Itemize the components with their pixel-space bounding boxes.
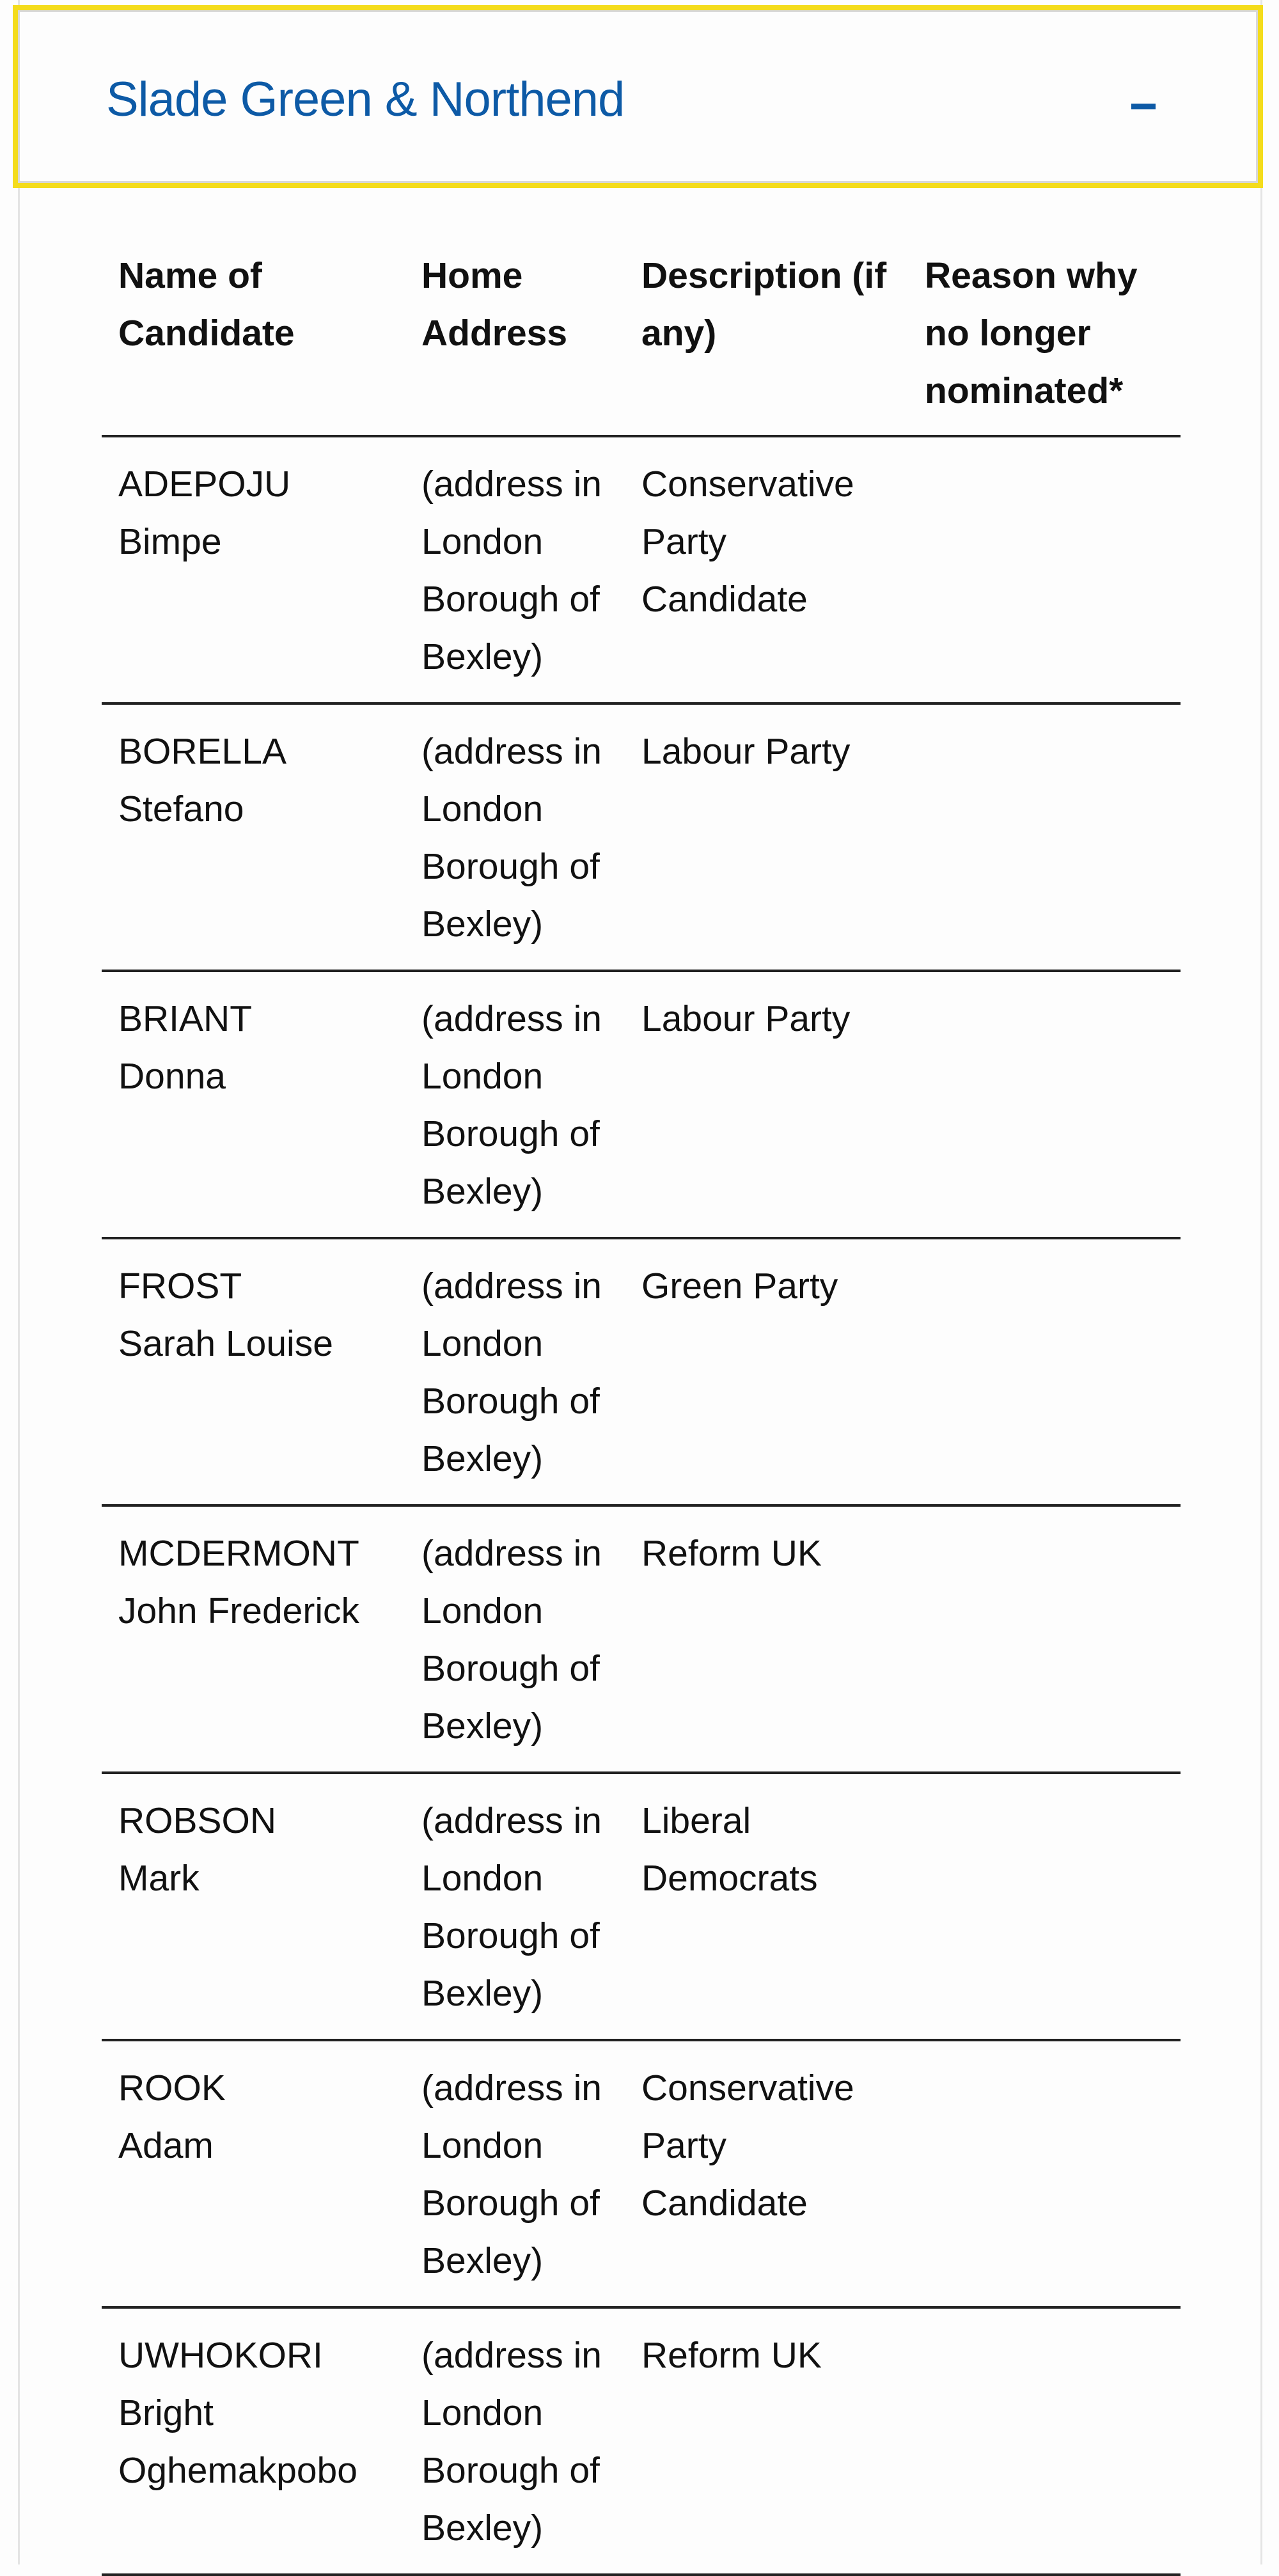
candidate-description: Green Party [625,1238,908,1505]
candidate-surname: BORELLA [118,731,286,772]
candidate-description: Liberal Democrats [625,1773,908,2040]
candidate-surname: UWHOKORI [118,2335,323,2376]
table-row [102,971,1181,1238]
candidate-forenames: Bright Oghemakpobo [118,2392,357,2491]
candidate-name [102,436,405,703]
candidate-forenames: Bimpe [118,521,222,562]
candidate-name [102,1505,405,1773]
table-row [102,2040,1181,2307]
candidate-description: Conservative Party Candidate [625,436,908,703]
candidate-surname: FROST [118,1266,242,1307]
candidate-forenames: John Frederick [118,1590,359,1631]
candidate-reason [908,1505,1181,1773]
candidate-address: (address in London Borough of Bexley) [405,703,625,971]
candidate-reason [908,1238,1181,1505]
candidate-reason [908,1773,1181,2040]
table-row [102,1505,1181,1773]
candidate-reason [908,2040,1181,2307]
candidates-table [102,247,1181,2576]
candidate-name [102,1238,405,1505]
candidate-address: (address in London Borough of Bexley) [405,1773,625,2040]
table-row [102,2307,1181,2575]
candidate-address: (address in London Borough of Bexley) [405,2040,625,2307]
accordion-header-slade-green-northend[interactable] [13,5,1263,188]
minus-icon[interactable] [1131,104,1156,109]
candidate-description: Labour Party [625,971,908,1238]
header-reason: Reason why no longer nominated* [908,247,1181,436]
candidate-forenames: Adam [118,2125,214,2166]
candidate-reason [908,703,1181,971]
candidate-name [102,971,405,1238]
table-row [102,1773,1181,2040]
candidate-surname: ROOK [118,2068,226,2109]
candidate-surname: MCDERMONT [118,1533,359,1574]
candidate-address: (address in London Borough of Bexley) [405,1505,625,1773]
candidate-forenames: Mark [118,1858,200,1899]
candidate-reason [908,436,1181,703]
candidate-address: (address in London Borough of Bexley) [405,1238,625,1505]
candidate-name [102,703,405,971]
candidate-name [102,2307,405,2575]
candidate-reason [908,971,1181,1238]
candidate-surname: ROBSON [118,1800,277,1841]
table-row [102,703,1181,971]
candidate-forenames: Sarah Louise [118,1323,333,1364]
candidate-surname: BRIANT [118,998,253,1039]
header-description: Description (if any) [625,247,908,436]
candidate-address: (address in London Borough of Bexley) [405,2307,625,2575]
header-address: Home Address [405,247,625,436]
candidate-forenames: Donna [118,1056,226,1097]
candidate-forenames: Stefano [118,789,244,829]
candidate-address: (address in London Borough of Bexley) [405,971,625,1238]
candidate-address: (address in London Borough of Bexley) [405,436,625,703]
candidate-surname: ADEPOJU [118,464,291,505]
candidate-description: Labour Party [625,703,908,971]
table-row [102,1238,1181,1505]
candidate-name [102,1773,405,2040]
table-header-row [102,247,1181,436]
candidate-name [102,2040,405,2307]
table-row [102,436,1181,703]
candidate-description: Reform UK [625,2307,908,2575]
accordion-title: Slade Green & Northend [106,72,625,127]
candidate-description: Reform UK [625,1505,908,1773]
candidate-reason [908,2307,1181,2575]
candidate-description: Conservative Party Candidate [625,2040,908,2307]
header-name: Name of Candidate [102,247,405,436]
